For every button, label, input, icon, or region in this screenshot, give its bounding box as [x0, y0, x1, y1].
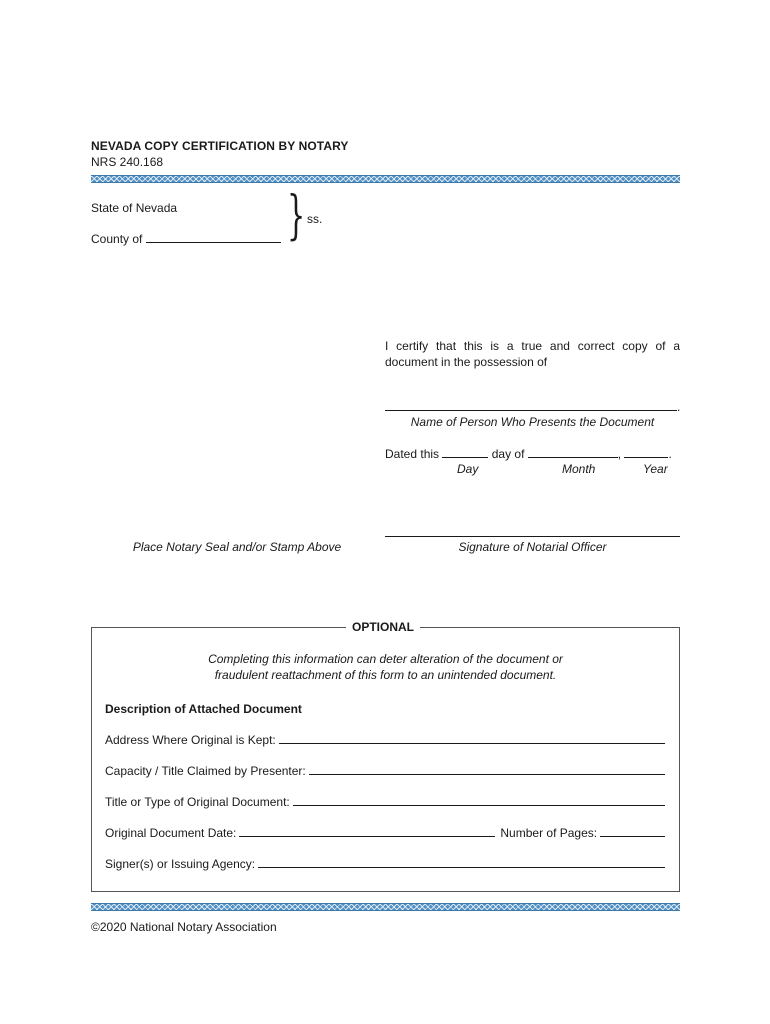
- dated-prefix: Dated this: [385, 447, 440, 461]
- copyright-footer: ©2020 National Notary Association: [91, 920, 277, 934]
- document-title-label: Title or Type of Original Document:: [105, 795, 290, 809]
- optional-note-line-2: fraudulent reattachment of this form to an unintended document.: [214, 668, 557, 682]
- day-blank[interactable]: [442, 448, 488, 458]
- description-heading: Description of Attached Document: [105, 702, 302, 716]
- optional-label: OPTIONAL: [346, 620, 420, 634]
- month-caption: Month: [562, 462, 596, 476]
- form-title: NEVADA COPY CERTIFICATION BY NOTARY: [91, 139, 349, 153]
- dated-mid: day of: [491, 447, 525, 461]
- pages-label: Number of Pages:: [500, 826, 598, 840]
- signer-input-line[interactable]: [258, 858, 665, 868]
- presenter-name-line[interactable]: [385, 410, 677, 411]
- pages-input-line[interactable]: [600, 827, 665, 837]
- address-label: Address Where Original is Kept:: [105, 733, 276, 747]
- capacity-label: Capacity / Title Claimed by Presenter:: [105, 764, 306, 778]
- statute-reference: NRS 240.168: [91, 155, 164, 169]
- dated-row: Dated this day of , .: [385, 447, 672, 461]
- date-pages-field-row: [105, 826, 665, 840]
- signature-caption: Signature of Notarial Officer: [458, 540, 607, 554]
- brace-icon: }: [287, 186, 306, 246]
- address-input-line[interactable]: [279, 734, 665, 744]
- decorative-border-top: [91, 175, 680, 183]
- year-caption: Year: [643, 462, 668, 476]
- decorative-border-bottom: [91, 903, 680, 911]
- venue-county-row: [91, 232, 281, 246]
- document-title-input-line[interactable]: [293, 796, 665, 806]
- venue-county-label: County of: [91, 232, 143, 246]
- presenter-period: .: [677, 400, 681, 414]
- presenter-caption: Name of Person Who Presents the Document: [410, 415, 655, 429]
- optional-note-line-1: Completing this information can deter alteration of the document or: [208, 652, 563, 666]
- year-blank[interactable]: [624, 448, 668, 458]
- capacity-input-line[interactable]: [309, 765, 665, 775]
- county-blank[interactable]: [146, 233, 281, 243]
- certification-statement: I certify that this is a true and correct copy of a document in the possession of: [385, 339, 680, 369]
- document-date-label: Original Document Date:: [105, 826, 237, 840]
- signer-field-row: [105, 857, 665, 871]
- venue-state: State of Nevada: [91, 201, 178, 215]
- document-title-field-row: [105, 795, 665, 809]
- document-date-input-line[interactable]: [239, 827, 495, 837]
- venue-ss: ss.: [307, 212, 323, 226]
- day-caption: Day: [457, 462, 479, 476]
- signature-line[interactable]: [385, 536, 680, 537]
- address-field-row: [105, 733, 665, 747]
- month-blank[interactable]: [528, 448, 618, 458]
- signer-label: Signer(s) or Issuing Agency:: [105, 857, 256, 871]
- optional-note: [91, 651, 680, 683]
- capacity-field-row: [105, 764, 665, 778]
- seal-caption: Place Notary Seal and/or Stamp Above: [132, 540, 342, 554]
